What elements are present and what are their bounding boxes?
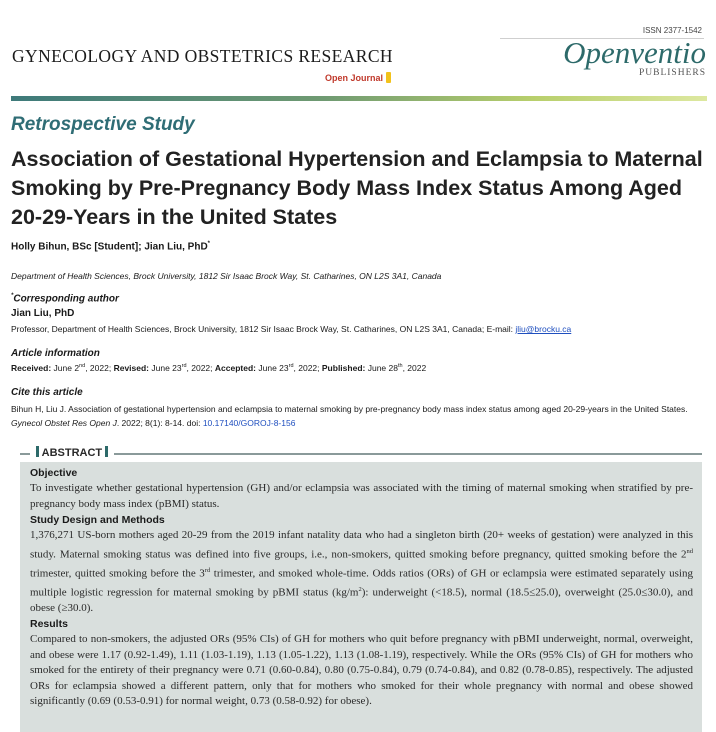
- abstract-bar-right-icon: [105, 446, 108, 457]
- results-text: Compared to non-smokers, the adjusted ORs (95% CIs) of GH for mothers who quit before pregnancy with pBMI underweight, normal, overweight, and obese were 1.17 (0.92-1.49), 1.11 (1.03-1.19), 1.13 (1.05-1.22), 1.13 (1.08-1.19), respectively. While the ORs (95% CIs) of GH for mothers who smoked for the entirety of their pregnancy were 0.71 (0.60-0.84), 0.80 (0.75-0.84), 0.79 (0.74-0.84), and 0.82 (0.78-0.85), respectively. The adjusted ORs for eclampsia showed a different pattern, only that for mothers who smoked for their whole pregnancy with normal and obese showed significantly (0.69 (0.53-0.91) for normal weight, 0.73 (0.58-0.92) for obese).: [30, 633, 693, 708]
- received-sup: nd: [79, 363, 86, 370]
- published-sup: th: [397, 363, 403, 370]
- article-title: Association of Gestational Hypertension and Eclampsia to Maternal Smoking by Pre-Pregnancy Body Mass Index Status Among Aged 20-29-Years in the United States: [11, 147, 703, 229]
- citation-main: Bihun H, Liu J. Association of gestational hypertension and eclampsia to maternal smoking by pre-pregnancy body mass index status among aged 20-29-years in the United States.: [11, 404, 688, 414]
- article-dates: [11, 363, 426, 373]
- received-day: June 2: [53, 363, 80, 373]
- corresponding-heading: [11, 293, 119, 304]
- revised-sup: rd: [181, 363, 187, 370]
- revised-year: , 2022;: [186, 363, 213, 373]
- abstract-label: [30, 446, 114, 459]
- email-link[interactable]: jliu@brocku.ca: [515, 324, 572, 334]
- article-info-heading: Article information: [11, 348, 100, 359]
- received-year: , 2022;: [85, 363, 112, 373]
- publisher-name: Openventio: [563, 35, 706, 70]
- objective-text: To investigate whether gestational hypertension (GH) and/or eclampsia was associated with the timing of maternal smoking when stratified by pre-pregnancy body mass index (pBMI) status.: [30, 482, 693, 510]
- authors-text: Holly Bihun, BSc [Student]; Jian Liu, PhD: [11, 241, 208, 253]
- corresponding-detail: [11, 324, 571, 334]
- received-label: Received:: [11, 363, 52, 373]
- citation-text: [11, 402, 711, 430]
- design-sup-2: rd: [204, 566, 211, 574]
- citation-heading: Cite this article: [11, 387, 83, 398]
- article-type: Retrospective Study: [11, 114, 195, 135]
- accepted-sup: rd: [288, 363, 294, 370]
- corresponding-heading-text: Corresponding author: [13, 293, 119, 305]
- accepted-day: June 23: [258, 363, 289, 373]
- abstract-top-rule: [20, 453, 702, 455]
- accepted-year: , 2022;: [293, 363, 320, 373]
- journal-title: GYNECOLOGY AND OBSTETRICS RESEARCH: [12, 46, 393, 66]
- author-affiliation: Department of Health Sciences, Brock University, 1812 Sir Isaac Brock Way, St. Catharines, ON L2S 3A1, Canada: [11, 271, 442, 281]
- open-journal-label: Open Journal: [325, 73, 384, 83]
- results-heading: Results: [30, 618, 68, 631]
- published-year: , 2022: [402, 363, 427, 373]
- design-heading: Study Design and Methods: [30, 514, 165, 526]
- design-text: [30, 528, 693, 616]
- published-day: June 28: [367, 363, 398, 373]
- design-part-3: trimester, and smoked whole-time. Odds ratios (ORs) of GH or eclampsia were estimated separately using multiple logistic regression for maternal smoking by pBMI status (kg/m: [30, 567, 693, 599]
- published-label: Published:: [321, 363, 366, 373]
- corresponding-address: Professor, Department of Health Sciences, Brock University, 1812 Sir Isaac Brock Way, St. Catharines, ON L2S 3A1, Canada; E-mail:: [11, 324, 516, 334]
- open-journal-icon: [386, 72, 391, 83]
- abstract-label-text: ABSTRACT: [41, 447, 103, 459]
- abstract-content: [30, 466, 693, 711]
- abstract-box: [20, 462, 702, 732]
- publisher-logo[interactable]: [563, 36, 706, 78]
- citation-volume: . 2022; 8(1): 8-14. doi:: [116, 418, 203, 428]
- doi-link[interactable]: 10.17140/GOROJ-8-156: [202, 418, 296, 428]
- open-journal-badge: [325, 72, 391, 83]
- corresponding-name: Jian Liu, PhD: [11, 308, 75, 319]
- objective-heading: Objective: [30, 467, 78, 479]
- design-sup-3: 2: [358, 585, 362, 593]
- corresponding-star: *: [11, 293, 14, 299]
- revised-label: Revised:: [113, 363, 150, 373]
- header-gradient-bar: [11, 96, 707, 101]
- design-part-4: ): underweight (<18.5), normal (18.5≤25.0), overweight (25.0≤30.0), and obese (≥30.0).: [30, 586, 694, 614]
- author-list: [11, 241, 210, 252]
- issn-number: ISSN 2377-1542: [642, 26, 702, 35]
- revised-day: June 23: [151, 363, 182, 373]
- design-part-1: 1,376,271 US-born mothers aged 20-29 from the 2019 infant natality data who had a singleton birth (20+ weeks of gestation) were analyzed in this study. Maternal smoking status was defined into five groups, i.e., non-smokers, quitted smoking before pregnancy, quitted smoking before the 2: [30, 529, 693, 561]
- abstract-bar-left-icon: [36, 446, 39, 457]
- accepted-label: Accepted:: [214, 363, 256, 373]
- citation-journal: Gynecol Obstet Res Open J: [11, 418, 117, 428]
- design-part-2: trimester, quitted smoking before the 3: [30, 567, 205, 580]
- design-sup-1: nd: [686, 547, 693, 555]
- publisher-subtitle: PUBLISHERS: [638, 68, 706, 78]
- authors-marker: *: [207, 241, 211, 247]
